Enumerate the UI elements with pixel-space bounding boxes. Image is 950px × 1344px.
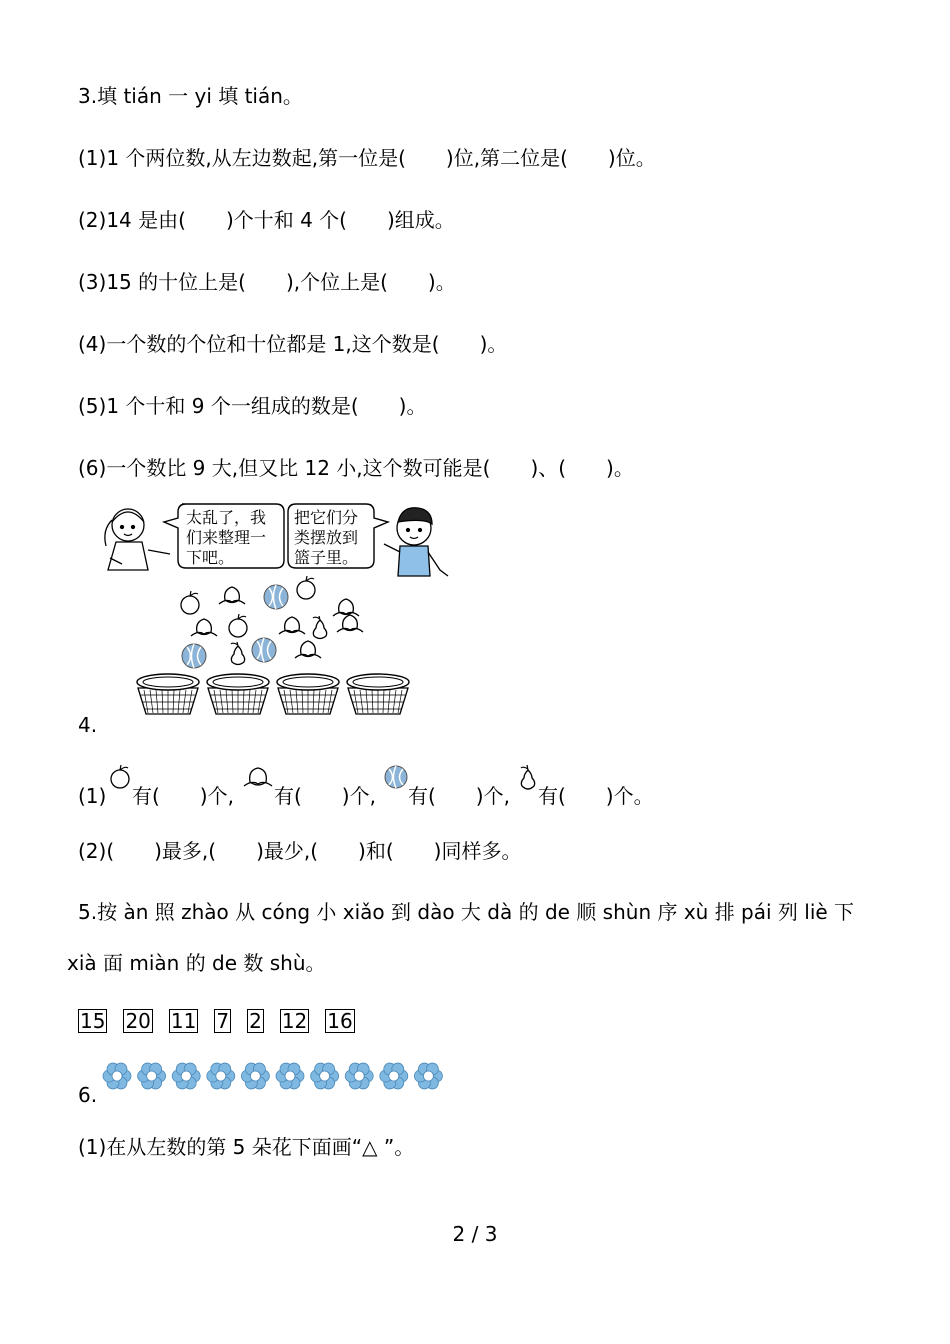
number-box: 20 <box>125 1009 151 1033</box>
boy-bubble-line-3: 篮子里。 <box>294 548 359 567</box>
pear-icon <box>517 764 539 792</box>
basket-icon <box>277 674 339 714</box>
q3-title: 3.填 tián 一 yi 填 tián。 <box>78 84 303 108</box>
q4-apple-count: 有( )个, <box>132 784 234 808</box>
basket-icon <box>347 674 409 714</box>
peach-icon <box>295 641 321 658</box>
watermelon-icon <box>252 638 276 662</box>
q4-peach-count: 有( )个, <box>274 784 376 808</box>
basket-icon <box>137 674 199 714</box>
q3-item-4: (4)一个数的个位和十位都是 1,这个数是( )。 <box>78 332 508 356</box>
girl-bubble-line-2: 们来整理一 <box>186 528 267 547</box>
q4-watermelon-count: 有( )个, <box>408 784 510 808</box>
flower-icon <box>138 1063 166 1089</box>
boy-icon <box>384 508 448 576</box>
girl-bubble-line-3: 下吧。 <box>186 548 235 567</box>
q3-item-3: (3)15 的十位上是( ),个位上是( )。 <box>78 270 456 294</box>
girl-speech-bubble <box>164 504 284 568</box>
q6-number: 6. <box>78 1083 98 1107</box>
number-box: 15 <box>80 1009 106 1033</box>
number-box: 12 <box>281 1009 308 1033</box>
q3-item-6: (6)一个数比 9 大,但又比 12 小,这个数可能是( )、( )。 <box>78 456 634 480</box>
boy-bubble-line-1: 把它们分 <box>294 508 359 527</box>
flower-row <box>100 1058 450 1094</box>
watermelon-icon <box>383 764 409 790</box>
basket-icon <box>207 674 269 714</box>
flower-icon <box>311 1063 339 1089</box>
girl-icon <box>105 509 170 570</box>
flower-icon <box>103 1063 131 1089</box>
flower-icon <box>414 1063 442 1089</box>
apple-icon <box>108 764 132 790</box>
watermelon-icon <box>182 644 206 668</box>
q4-item-1-prefix: (1) <box>78 784 107 808</box>
peach-icon <box>219 587 245 604</box>
flower-icon <box>172 1063 200 1089</box>
fruit-sorting-illustration <box>98 500 458 720</box>
number-box: 16 <box>327 1009 353 1033</box>
apple-icon <box>297 576 315 599</box>
fruit-pile <box>181 576 363 668</box>
q3-item-5: (5)1 个十和 9 个一组成的数是( )。 <box>78 394 427 418</box>
q4-pear-count: 有( )个。 <box>538 784 654 808</box>
flower-icon <box>380 1063 408 1089</box>
q6-item-1: (1)在从左数的第 5 朵花下面画“△ ”。 <box>78 1135 415 1159</box>
boy-bubble-line-2: 类摆放到 <box>294 528 359 547</box>
q4-number: 4. <box>78 713 98 737</box>
flower-icon <box>345 1063 373 1089</box>
number-box: 11 <box>170 1009 197 1033</box>
peach-icon <box>337 615 363 632</box>
girl-bubble-line-1: 太乱了，我 <box>186 508 267 527</box>
peach-icon <box>333 599 359 616</box>
peach-icon <box>242 764 274 790</box>
q5-line-2: xià 面 miàn 的 de 数 shù。 <box>67 951 326 975</box>
pear-icon <box>313 616 327 639</box>
q5-number-boxes <box>78 1009 355 1033</box>
page-number: 2 / 3 <box>452 1222 498 1246</box>
flower-icon <box>276 1063 304 1089</box>
q3-item-2: (2)14 是由( )个十和 4 个( )组成。 <box>78 208 455 232</box>
number-box: 2 <box>249 1009 262 1033</box>
boy-speech-bubble <box>288 504 388 568</box>
peach-icon <box>279 617 305 634</box>
pear-icon <box>231 642 245 665</box>
q3-item-1: (1)1 个两位数,从左边数起,第一位是( )位,第二位是( )位。 <box>78 146 656 170</box>
watermelon-icon <box>264 585 288 609</box>
number-box: 7 <box>216 1009 230 1033</box>
peach-icon <box>191 619 217 636</box>
apple-icon <box>229 614 247 637</box>
basket-row <box>137 674 409 714</box>
q4-item-2: (2)( )最多,( )最少,( )和( )同样多。 <box>78 839 522 863</box>
q5-line-1: 5.按 àn 照 zhào 从 cóng 小 xiǎo 到 dào 大 dà 的 de 顺 shùn 序 xù 排 pái 列 liè 下 <box>78 900 855 924</box>
flower-icon <box>207 1063 235 1089</box>
flower-icon <box>241 1063 269 1089</box>
apple-icon <box>181 591 199 614</box>
